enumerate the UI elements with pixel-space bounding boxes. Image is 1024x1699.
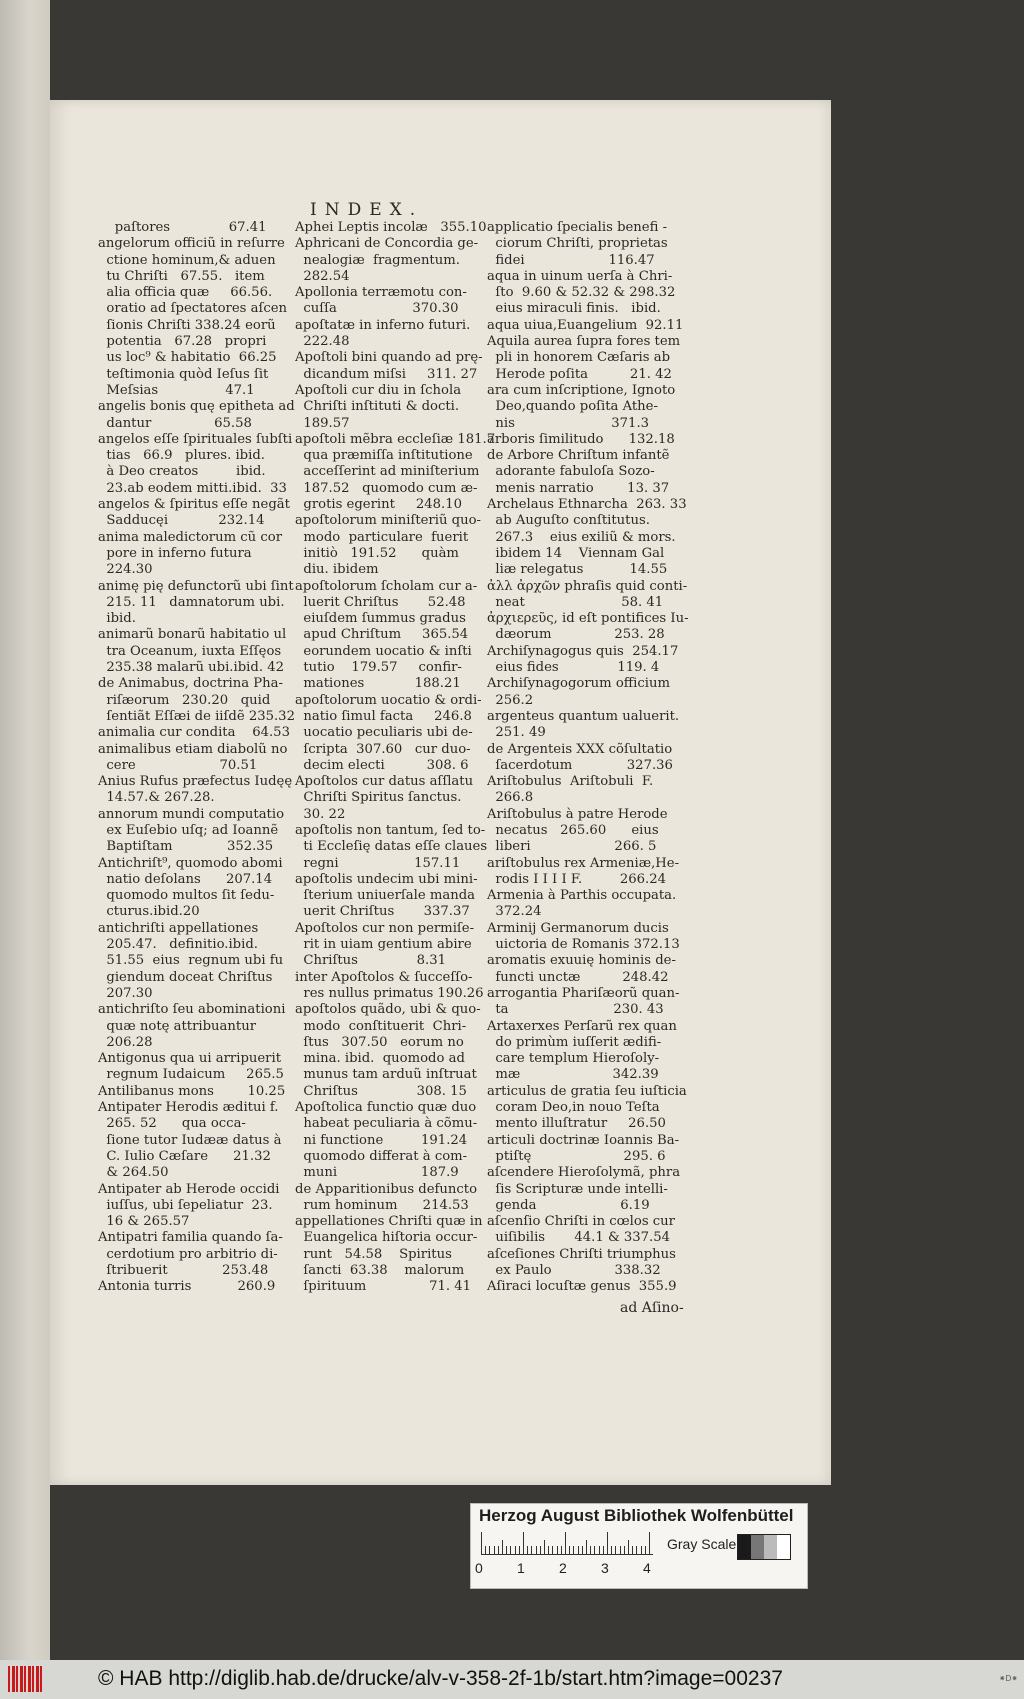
ruler-tick bbox=[573, 1546, 574, 1554]
catchword: ad Aſino- bbox=[620, 1300, 684, 1316]
gray-swatch bbox=[764, 1535, 777, 1559]
index-entry-line: 51.55 eius regnum ubi fu bbox=[98, 953, 284, 969]
index-entry-line: 267.3 eius exiliũ & mors. bbox=[487, 529, 676, 545]
index-entry-line: luerit Chriſtus 52.48 bbox=[295, 594, 466, 610]
ruler-tick bbox=[624, 1546, 625, 1554]
index-entry-line: antichriſto ſeu abominationi bbox=[98, 1002, 286, 1018]
index-entry-line: apoſtolorum miniſteriũ quo- bbox=[295, 513, 481, 529]
index-entry-line: us loc⁹ & habitatio 66.25 bbox=[98, 350, 277, 366]
index-entry-line: Apollonia terræmotu con- bbox=[295, 285, 467, 301]
index-entry-line: mationes 188.21 bbox=[295, 676, 461, 692]
index-entry-line: iuſſus, ubi ſepeliatur 23. bbox=[98, 1197, 273, 1213]
index-entry-line: 16 & 265.57 bbox=[98, 1214, 190, 1230]
ruler-number: 2 bbox=[559, 1560, 567, 1576]
index-entry-line: ariſtobulus rex Armeniæ,He- bbox=[487, 855, 680, 871]
index-entry-line: rit in uiam gentium abire bbox=[295, 937, 472, 953]
index-entry-line: pore in inferno futura bbox=[98, 545, 252, 561]
index-entry-line: apoſtolis non tantum, ſed to- bbox=[295, 822, 486, 838]
ruler-tick bbox=[611, 1546, 612, 1554]
ruler-tick bbox=[515, 1546, 516, 1554]
index-entry-line: arrogantia Phariſæorũ quan- bbox=[487, 985, 680, 1001]
index-entry-line: oratio ad ſpectatores aſcen bbox=[98, 301, 288, 317]
index-entry-line: liberi 266. 5 bbox=[487, 839, 657, 855]
index-entry-line: Chriſti Spiritus ſanctus. bbox=[295, 790, 462, 806]
ruler-tick bbox=[557, 1546, 558, 1554]
index-entry-line: initiò 191.52 quàm bbox=[295, 545, 459, 561]
index-entry-line: à Deo creatos ibid. bbox=[98, 464, 266, 480]
index-entry-line: 23.ab eodem mitti.ibid. 33 bbox=[98, 480, 287, 496]
index-entry-line: tias 66.9 plures. ibid. bbox=[98, 448, 265, 464]
ruler-tick bbox=[565, 1532, 566, 1554]
index-entry-line: de Argenteis XXX cõſultatio bbox=[487, 741, 673, 757]
index-entry-line: ara cum inſcriptione, Ignoto bbox=[487, 382, 676, 398]
index-entry-line: ſis Scripturæ unde intelli- bbox=[487, 1181, 668, 1197]
facing-page-edge bbox=[0, 0, 50, 1660]
index-entry-line: quomodo differat à com- bbox=[295, 1148, 468, 1164]
ruler-number: 0 bbox=[475, 1560, 483, 1576]
index-entry-line: ctione hominum,& aduen bbox=[98, 252, 276, 268]
ruler-tick bbox=[498, 1546, 499, 1554]
index-entry-line: Aſiraci locuſtæ genus 355.9 bbox=[487, 1279, 677, 1295]
gray-swatch bbox=[777, 1535, 790, 1559]
index-entry-line: 206.28 bbox=[98, 1034, 153, 1050]
index-entry-line: animę pię defunctorũ ubi ſint bbox=[98, 578, 294, 594]
ruler-tick bbox=[506, 1546, 507, 1554]
index-entry-line: mina. ibid. quomodo ad bbox=[295, 1051, 465, 1067]
index-entry-line: Chriſtus 308. 15 bbox=[295, 1083, 467, 1099]
index-entry-line: pli in honorem Cæſaris ab bbox=[487, 350, 671, 366]
index-entry-line: apoſtolis undecim ubi mini- bbox=[295, 871, 478, 887]
index-entry-line: natio ſimul facta 246.8 bbox=[295, 708, 472, 724]
index-entry-line: Antichriſt⁹, quomodo abomi bbox=[98, 855, 283, 871]
index-entry-line: liæ relegatus 14.55 bbox=[487, 562, 668, 578]
index-entry-line: argenteus quantum ualuerit. bbox=[487, 708, 680, 724]
index-entry-line: Ariſtobulus Ariſtobuli F. bbox=[487, 774, 654, 790]
index-entry-line: aqua in uinum uerſa à Chri- bbox=[487, 268, 673, 284]
index-entry-line: Aphei Leptis incolæ 355.10 bbox=[295, 220, 487, 235]
index-entry-line: inter Apoſtolos & ſucceſſo- bbox=[295, 969, 473, 985]
index-entry-line: runt 54.58 Spiritus bbox=[295, 1246, 452, 1262]
index-entry-line: 215. 11 damnatorum ubi. bbox=[98, 594, 285, 610]
index-entry-line: Arminij Germanorum ducis bbox=[487, 920, 669, 936]
index-entry-line: nis 371.3 bbox=[487, 415, 650, 431]
index-entry-line: neat 58. 41 bbox=[487, 594, 664, 610]
index-column-3 bbox=[487, 220, 689, 1296]
index-entry-line: 282.54 bbox=[295, 268, 350, 284]
index-entry-line: aſcenſio Chriſti in cœlos cur bbox=[487, 1214, 675, 1230]
ruler-tick bbox=[628, 1540, 629, 1554]
index-entry-line: adorante fabuloſa Sozo- bbox=[487, 464, 655, 480]
index-entry-line: modo particulare fuerit bbox=[295, 529, 469, 545]
index-entry-line: Apoſtolica functio quæ duo bbox=[295, 1100, 477, 1116]
index-entry-line: diu. ibidem bbox=[295, 562, 379, 578]
index-entry-line: munus tam arduũ inſtruat bbox=[295, 1067, 477, 1083]
index-entry-line: do primùm iuſſerit ædifi- bbox=[487, 1034, 662, 1050]
index-entry-line: aqua uiua,Euangelium 92.11 bbox=[487, 317, 684, 333]
ruler-tick bbox=[548, 1546, 549, 1554]
index-entry-line: Antipatri familia quando ſa- bbox=[98, 1230, 283, 1246]
index-entry-line: modo conſtituerit Chri- bbox=[295, 1018, 467, 1034]
index-entry-line: ta 230. 43 bbox=[487, 1002, 664, 1018]
index-entry-line: aſcendere Hieroſolymã, phra bbox=[487, 1165, 681, 1181]
index-entry-line: ni functione 191.24 bbox=[295, 1132, 468, 1148]
ruler-tick bbox=[523, 1532, 524, 1554]
ruler-numbers bbox=[475, 1560, 665, 1580]
index-entry-line: nealogiæ fragmentum. bbox=[295, 252, 460, 268]
ruler-tick bbox=[590, 1546, 591, 1554]
index-entry-line: ἀρχιερεῦς, id eſt pontifices Iu- bbox=[487, 611, 689, 627]
index-entry-line: Apoſtoli cur diu in ſchola bbox=[295, 382, 462, 398]
index-entry-line: ſterium uniuerſale manda bbox=[295, 888, 476, 904]
ruler-tick bbox=[540, 1546, 541, 1554]
index-entry-line: ſtus 307.50 eorum no bbox=[295, 1034, 464, 1050]
index-entry-line: Apoſtolos cur non permiſe- bbox=[295, 920, 475, 936]
index-entry-line: Aphricani de Concordia ge- bbox=[295, 236, 479, 252]
ruler-tick bbox=[594, 1546, 595, 1554]
index-entry-line: 235.38 malarũ ubi.ibid. 42 bbox=[98, 660, 284, 676]
ruler-tick bbox=[494, 1546, 495, 1554]
index-entry-line: Apoſtolos cur datus aſſlatu bbox=[295, 774, 474, 790]
footer-bar bbox=[0, 1660, 1024, 1699]
index-entry-line: apoſtoli mẽbra eccleſiæ 181.7 bbox=[295, 431, 496, 447]
index-entry-line: menis narratio 13. 37 bbox=[487, 480, 670, 496]
index-entry-line: Anius Rufus præfectus Iudęę bbox=[98, 774, 293, 790]
index-entry-line: articulus de gratia ſeu iuſticia bbox=[487, 1083, 687, 1099]
ruler-tick bbox=[536, 1546, 537, 1554]
index-entry-line: Artaxerxes Perſarũ rex quan bbox=[487, 1018, 677, 1034]
index-entry-line: natio deſolans 207.14 bbox=[98, 871, 273, 887]
index-entry-line: antichriſti appellationes bbox=[98, 920, 259, 936]
index-entry-line: ex Euſebio uſq; ad Ioannẽ bbox=[98, 822, 279, 838]
index-entry-line: angelos & ſpiritus eſſe negãt bbox=[98, 497, 290, 513]
index-entry-line: care templum Hieroſoly- bbox=[487, 1051, 660, 1067]
index-entry-line: 266.8 bbox=[487, 790, 534, 806]
ruler-tick bbox=[641, 1546, 642, 1554]
index-entry-line: Chriſti inſtituti & docti. bbox=[295, 399, 460, 415]
ruler-tick bbox=[552, 1546, 553, 1554]
index-entry-line: cere 70.51 bbox=[98, 757, 258, 773]
index-entry-line: Sadducęi 232.14 bbox=[98, 513, 265, 529]
index-entry-line: articuli doctrinæ Ioannis Ba- bbox=[487, 1132, 680, 1148]
index-entry-line: decim electi 308. 6 bbox=[295, 757, 469, 773]
index-entry-line: Antipater Herodis æditui f. bbox=[98, 1100, 279, 1116]
index-entry-line: aſceſiones Chriſti triumphus bbox=[487, 1246, 676, 1262]
citation-url[interactable]: © HAB http://diglib.hab.de/drucke/alv-v-358-2f-1b/start.htm?image=00237 bbox=[98, 1667, 783, 1690]
ruler-tick bbox=[527, 1546, 528, 1554]
ruler-number: 4 bbox=[643, 1560, 651, 1576]
index-entry-line: uerit Chriſtus 337.37 bbox=[295, 904, 470, 920]
index-entry-line: ſcripta 307.60 cur duo- bbox=[295, 741, 471, 757]
index-entry-line: qua præmiſſa inſtitutione bbox=[295, 448, 473, 464]
ruler-tick bbox=[561, 1546, 562, 1554]
index-entry-line: 30. 22 bbox=[295, 806, 346, 822]
index-entry-line: ἀλλ ἀρχῶν phraſis quid conti- bbox=[487, 578, 688, 594]
index-entry-line: quomodo multos ſit ſedu- bbox=[98, 888, 275, 904]
index-entry-line: mento illuſtratur 26.50 bbox=[487, 1116, 666, 1132]
ruler-tick bbox=[615, 1546, 616, 1554]
index-entry-line: rodis I I I I F. 266.24 bbox=[487, 871, 667, 887]
index-entry-line: paſtores 67.41 bbox=[98, 220, 267, 235]
ruler-tick bbox=[586, 1540, 587, 1554]
index-entry-line: annorum mundi computatio bbox=[98, 806, 285, 822]
index-entry-line: coram Deo,in nouo Teſta bbox=[487, 1100, 660, 1116]
ruler-tick bbox=[603, 1546, 604, 1554]
index-entry-line: Herode poſita 21. 42 bbox=[487, 366, 672, 382]
index-entry-line: Aquila aurea ſupra fores tem bbox=[487, 334, 681, 350]
barcode-logo-icon bbox=[8, 1666, 44, 1692]
index-entry-line: angelis bonis quę epitheta ad bbox=[98, 399, 295, 415]
index-entry-line: animalibus etiam diabolũ no bbox=[98, 741, 288, 757]
index-entry-line: uiſibilis 44.1 & 337.54 bbox=[487, 1230, 671, 1246]
page-header: INDEX. bbox=[310, 200, 424, 220]
index-entry-line: angelorum officiũ in reſurre bbox=[98, 236, 285, 252]
ruler-scale bbox=[481, 1532, 653, 1555]
index-entry-line: necatus 265.60 eius bbox=[487, 822, 659, 838]
index-entry-line: Armenia à Parthis occupata. bbox=[487, 888, 677, 904]
gray-scale-swatches bbox=[737, 1534, 791, 1560]
index-entry-line: Chriſtus 8.31 bbox=[295, 953, 446, 969]
index-entry-line: apoſtatæ in inferno futuri. bbox=[295, 317, 471, 333]
index-entry-line: ſancti 63.38 malorum bbox=[295, 1263, 465, 1278]
index-entry-line: animalia cur condita 64.53 bbox=[98, 725, 290, 741]
index-entry-line: regni 157.11 bbox=[295, 855, 461, 871]
index-entry-line: 187.52 quomodo cum æ- bbox=[295, 480, 478, 496]
ruler-tick bbox=[636, 1546, 637, 1554]
index-entry-line: ſione tutor Iudææ datus à bbox=[98, 1132, 282, 1148]
ruler-tick bbox=[569, 1546, 570, 1554]
index-entry-line: mæ 342.39 bbox=[487, 1067, 659, 1083]
index-entry-line: ciorum Chriſti, proprietas bbox=[487, 236, 668, 252]
index-entry-line: Apoſtoli bini quando ad prę- bbox=[295, 350, 483, 366]
index-entry-line: apoſtolos quãdo, ubi & quo- bbox=[295, 1002, 481, 1018]
index-entry-line: aromatis exuuię hominis de- bbox=[487, 953, 676, 969]
ruler-tick bbox=[632, 1546, 633, 1554]
index-entry-line: res nullus primatus 190.26 bbox=[295, 985, 484, 1001]
index-entry-line: ex Paulo 338.32 bbox=[487, 1263, 661, 1278]
index-entry-line: de Animabus, doctrina Pha- bbox=[98, 676, 283, 692]
index-entry-line: dantur 65.58 bbox=[98, 415, 252, 431]
index-entry-line: regnum Iudaicum 265.5 bbox=[98, 1067, 284, 1083]
index-entry-line: C. Iulio Cæſare 21.32 bbox=[98, 1148, 271, 1164]
index-entry-line: tra Oceanum, iuxta Eſſęos bbox=[98, 643, 282, 659]
ruler-tick bbox=[485, 1546, 486, 1554]
index-entry-line: 265. 52 qua occa- bbox=[98, 1116, 246, 1132]
index-entry-line: ſtribuerit 253.48 bbox=[98, 1263, 269, 1278]
index-entry-line: ſpirituum 71. 41 bbox=[295, 1279, 472, 1295]
index-entry-line: tutio 179.57 confir- bbox=[295, 660, 462, 676]
index-entry-line: apoſtolorum ſcholam cur a- bbox=[295, 578, 478, 594]
index-entry-line: Archelaus Ethnarcha 263. 33 bbox=[487, 497, 687, 513]
ruler-tick bbox=[502, 1540, 503, 1554]
index-entry-line: dæorum 253. 28 bbox=[487, 627, 665, 643]
ruler-tick bbox=[620, 1546, 621, 1554]
index-entry-line: uocatio peculiaris ubi de- bbox=[295, 725, 473, 741]
index-entry-line: rum hominum 214.53 bbox=[295, 1197, 469, 1213]
index-entry-line: Deo,quando poſita Athe- bbox=[487, 399, 658, 415]
index-entry-line: ibidem 14 Viennam Gal bbox=[487, 545, 665, 561]
gray-swatch bbox=[738, 1535, 751, 1559]
library-color-scale-label bbox=[470, 1503, 808, 1589]
index-entry-line: Meſsias 47.1 bbox=[98, 382, 255, 398]
index-entry-line: Ariſtobulus à patre Herode bbox=[487, 806, 668, 822]
ruler-tick bbox=[645, 1546, 646, 1554]
ruler-tick bbox=[607, 1532, 608, 1554]
index-entry-line: eius miraculi finis. ibid. bbox=[487, 301, 661, 317]
footer-mark: ⁕D⁕ bbox=[998, 1674, 1018, 1683]
index-entry-line: de Arbore Chriſtum infantẽ bbox=[487, 448, 670, 464]
index-entry-line: eiuſdem ſummus gradus bbox=[295, 611, 466, 627]
ruler-number: 1 bbox=[517, 1560, 525, 1576]
ruler-tick bbox=[481, 1532, 482, 1554]
index-entry-line: giendum doceat Chriſtus bbox=[98, 969, 273, 985]
index-entry-line: Antilibanus mons 10.25 bbox=[98, 1083, 286, 1099]
library-name: Herzog August Bibliothek Wolfenbüttel bbox=[479, 1506, 794, 1525]
index-entry-line: eorundem uocatio & inſti bbox=[295, 643, 472, 659]
index-entry-line: ſionis Chriſti 338.24 eorũ bbox=[98, 317, 276, 333]
index-entry-line: & 264.50 bbox=[98, 1165, 169, 1181]
index-entry-line: 372.24 bbox=[487, 904, 542, 920]
index-entry-line: 224.30 bbox=[98, 562, 153, 578]
index-entry-line: Antipater ab Herode occidi bbox=[98, 1181, 280, 1197]
index-entry-line: ſto 9.60 & 52.32 & 298.32 bbox=[487, 285, 676, 301]
index-entry-line: acceſſerint ad miniſterium bbox=[295, 464, 480, 480]
index-entry-line: teſtimonia quòd Ieſus ſit bbox=[98, 366, 269, 382]
index-entry-line: arboris ſimilitudo 132.18 bbox=[487, 431, 675, 447]
index-entry-line: appellationes Chriſti quæ in bbox=[295, 1214, 483, 1230]
ruler-tick bbox=[578, 1546, 579, 1554]
ruler-tick bbox=[519, 1546, 520, 1554]
index-entry-line: Archiſynagogus quis 254.17 bbox=[487, 643, 679, 659]
index-entry-line: 256.2 bbox=[487, 692, 534, 708]
index-entry-line: uictoria de Romanis 372.13 bbox=[487, 937, 680, 953]
index-entry-line: genda 6.19 bbox=[487, 1197, 650, 1213]
index-column-2 bbox=[295, 220, 496, 1296]
index-entry-line: ptiſtę 295. 6 bbox=[487, 1148, 666, 1164]
index-entry-line: ab Auguſto conſtitutus. bbox=[487, 513, 650, 529]
index-entry-line: 14.57.& 267.28. bbox=[98, 790, 215, 806]
index-entry-line: Euangelica hiſtoria occur- bbox=[295, 1230, 478, 1246]
index-entry-line: 205.47. definitio.ibid. bbox=[98, 937, 258, 953]
index-entry-line: cuſſa 370.30 bbox=[295, 301, 459, 317]
index-entry-line: 251. 49 bbox=[487, 725, 546, 741]
index-entry-line: animarũ bonarũ habitatio ul bbox=[98, 627, 287, 643]
index-entry-line: Antigonus qua ui arripuerit bbox=[98, 1051, 282, 1067]
gray-swatch bbox=[751, 1535, 764, 1559]
index-column-1 bbox=[98, 220, 296, 1296]
index-entry-line: fidei 116.47 bbox=[487, 252, 655, 268]
index-entry-line: Baptiſtam 352.35 bbox=[98, 839, 274, 855]
index-entry-line: ſentiãt Eſſæi de iiſdẽ 235.32 bbox=[98, 708, 295, 724]
index-entry-line: ſacerdotum 327.36 bbox=[487, 757, 673, 773]
ruler-tick bbox=[544, 1540, 545, 1554]
index-entry-line: functi unctæ 248.42 bbox=[487, 969, 669, 985]
index-entry-line: muni 187.9 bbox=[295, 1165, 459, 1181]
index-entry-line: cturus.ibid.20 bbox=[98, 904, 200, 920]
ruler-tick bbox=[582, 1546, 583, 1554]
index-entry-line: 222.48 bbox=[295, 334, 350, 350]
index-entry-line: Antonia turris 260.9 bbox=[98, 1279, 276, 1295]
index-entry-line: de Apparitionibus defuncto bbox=[295, 1181, 478, 1197]
index-entry-line: ibid. bbox=[98, 611, 136, 627]
ruler-tick bbox=[531, 1546, 532, 1554]
index-entry-line: applicatio ſpecialis benefi - bbox=[487, 220, 668, 235]
index-entry-line: cerdotium pro arbitrio di- bbox=[98, 1246, 278, 1262]
index-entry-line: habeat peculiaria à cõmu- bbox=[295, 1116, 478, 1132]
ruler-tick bbox=[599, 1546, 600, 1554]
index-entry-line: riſæorum 230.20 quid bbox=[98, 692, 271, 708]
index-entry-line: quæ notę attribuantur bbox=[98, 1018, 257, 1034]
gray-scale-label: Gray Scale bbox=[667, 1536, 737, 1552]
ruler-number: 3 bbox=[601, 1560, 609, 1576]
index-entry-line: apud Chriſtum 365.54 bbox=[295, 627, 469, 643]
index-entry-line: grotis egerint 248.10 bbox=[295, 497, 463, 513]
index-entry-line: 207.30 bbox=[98, 985, 153, 1001]
ruler-tick bbox=[649, 1532, 650, 1554]
index-entry-line: eius fides 119. 4 bbox=[487, 660, 660, 676]
index-entry-line: anima maledictorum cũ cor bbox=[98, 529, 283, 545]
ruler-tick bbox=[510, 1546, 511, 1554]
index-entry-line: potentia 67.28 propri bbox=[98, 334, 267, 350]
index-entry-line: 189.57 bbox=[295, 415, 350, 431]
ruler-tick bbox=[489, 1546, 490, 1554]
index-entry-line: tu Chriſti 67.55. item bbox=[98, 268, 265, 284]
index-entry-line: alia officia quæ 66.56. bbox=[98, 285, 273, 301]
index-entry-line: angelos eſſe ſpirituales ſubſti bbox=[98, 431, 293, 447]
index-entry-line: dicandum miſsi 311. 27 bbox=[295, 366, 478, 382]
index-entry-line: Archiſynagogorum officium bbox=[487, 676, 670, 692]
index-entry-line: apoſtolorum uocatio & ordi- bbox=[295, 692, 482, 708]
index-entry-line: ti Eccleſię datas eſſe claues bbox=[295, 839, 488, 855]
